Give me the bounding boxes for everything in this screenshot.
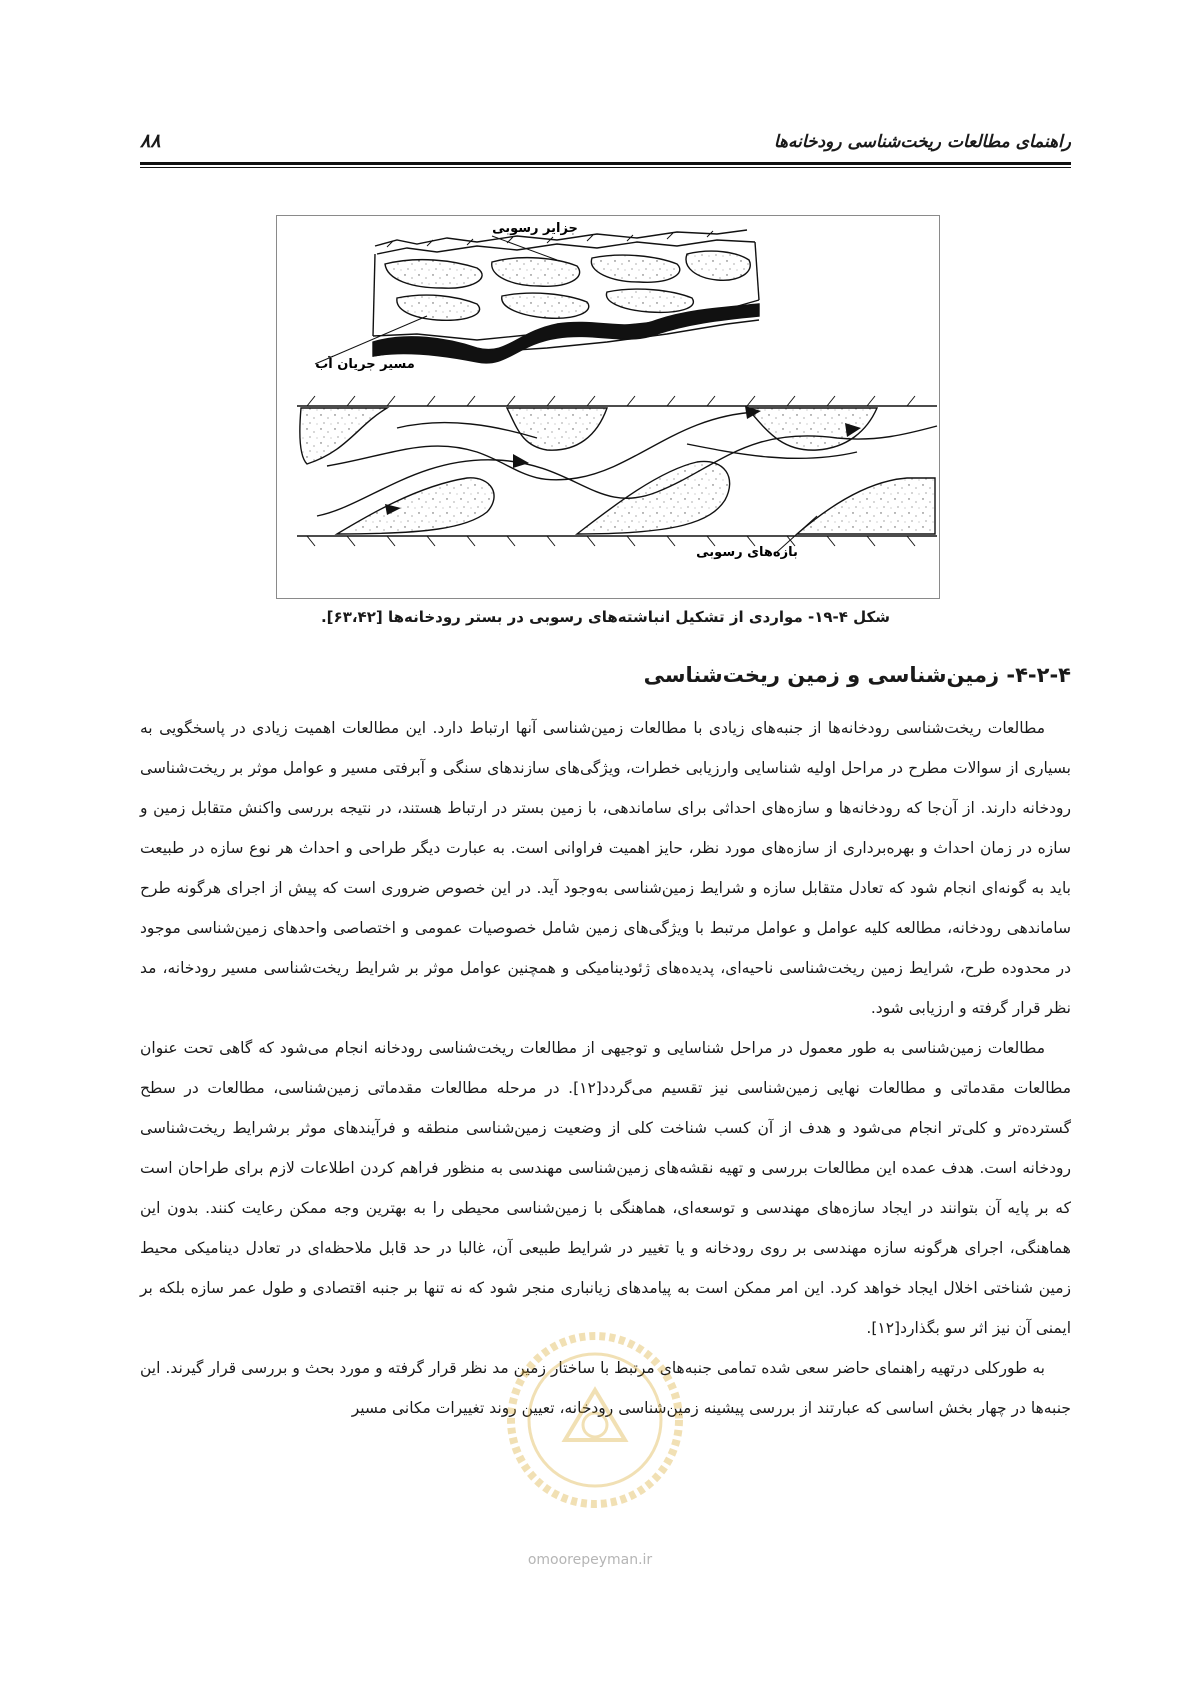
watermark-url: omoorepeyman.ir [527,1552,653,1568]
label-islands: جزایر رسوبی [492,221,578,236]
braided-channel-diagram [373,230,759,363]
paragraph: مطالعات ریخت‌شناسی رودخانه‌ها از جنبه‌های زیادی با مطالعات زمین‌شناسی آنها ارتباط دارد. این مطالعات اهمیت زیادی در پاسخگویی به بسیاری از سوالات مطرح در مراحل اولیه شناسایی وارزیابی خطرات، ویژگی‌های سازندهای سنگی و آبرفتی مسیر و عوامل موثر بر ریخت‌شناسی رودخانه دارند. از آن‌جا که رودخانه‌ها و سازه‌های احداثی برای ساماندهی، با زمین بستر در ارتباط هستند، در نتیجه بررسی واکنش متقابل زمین و سازه در زمان احداث و بهره‌برداری از سازه‌های مورد نظر، حایز اهمیت فراوانی است. به عبارت دیگر طراحی و احداث هر نوع سازه در طبیعت باید به گونه‌ای انجام شود که تعادل متقابل سازه و شرایط زمین‌شناسی به‌وجود آید. در این خصوص ضروری است که پیش از اجرای هرگونه طرح ساماندهی رودخانه، مطالعه کلیه عوامل و عوامل مرتبط با ویژگی‌های زمین شامل خصوصیات عمومی و اختصاصی واحدهای زمین‌شناسی موجود در محدوده طرح، شرایط زمین ریخت‌شناسی ناحیه‌ای، پدیده‌های ژئودینامیکی و همچنین عوامل موثر بر شرایط ریخت‌شناسی مسیر رودخانه، مد نظر قرار گرفته و ارزیابی شود. [140,719,1071,1017]
body-text [140,708,1071,1428]
header-rule-thin [140,167,1071,168]
label-bars: بازه‌های رسوبی [696,545,798,560]
watermark-seal-icon [505,1330,685,1510]
page-number: ۸۸ [140,130,161,152]
figure-caption: شکل ۴-۱۹- مواردی از تشکیل انباشته‌های رسوبی در بستر رودخانه‌ها [۶۳،۴۲]. [320,608,890,626]
running-title: راهنمای مطالعات ریخت‌شناسی رودخانه‌ها [773,132,1071,152]
paragraph: مطالعات زمین‌شناسی به طور معمول در مراحل شناسایی و توجیهی از مطالعات ریخت‌شناسی رودخانه انجام می‌شود که گاهی تحت عنوان مطالعات مقدماتی و مطالعات نهایی زمین‌شناسی نیز تقسیم می‌گردد[۱۲]. در مرحله مطالعات مقدماتی زمین‌شناسی، مطالعات در سطح گسترده‌تر و کلی‌تر انجام می‌شود و هدف از آن کسب شناخت کلی از وضعیت زمین‌شناسی منطقه و فرآیندهای موثر برشرایط ریخت‌شناسی رودخانه است. هدف عمده این مطالعات بررسی و تهیه نقشه‌های زمین‌شناسی مهندسی به منظور فراهم کردن اطلاعات لازم برای طراحان است که بر پایه آن بتوانند در ایجاد سازه‌های مهندسی و توسعه‌ای، هماهنگی با زمین‌شناسی محیطی را به بهترین وجه ممکن رعایت کنند. بدون این هماهنگی، اجرای هرگونه سازه مهندسی بر روی رودخانه و یا تغییر در شرایط طبیعی آن، غالبا در حد قابل ملاحظه‌ای در تعادل دینامیکی محیط زمین شناختی اخلال ایجاد خواهد کرد. این امر ممکن است به پیامدهای زیانباری منجر شود که نه تنها بر جنبه اقتصادی و طول عمر سازه بلکه بر ایمنی آن نیز اثر سو بگذارد[۱۲]. [140,1039,1071,1337]
sediment-deposits-illustration [277,216,939,598]
figure-frame [276,215,940,599]
section-heading: ۴-۲-۴- زمین‌شناسی و زمین ریخت‌شناسی [643,663,1071,687]
header-rule [140,162,1071,165]
label-flow-path: مسیر جریان آب [315,357,415,372]
sediment-bars-diagram [297,396,937,546]
paragraph: به طورکلی درتهیه راهنمای حاضر سعی شده تمامی جنبه‌های مرتبط با ساختار زمین مد نظر قرار گرفته و مورد بحث و بررسی قرار گیرند. این جنبه‌ها در چهار بخش اساسی که عبارتند از بررسی پیشینه زمین‌شناسی رودخانه، تعیین روند تغییرات مکانی مسیر [140,1359,1071,1417]
